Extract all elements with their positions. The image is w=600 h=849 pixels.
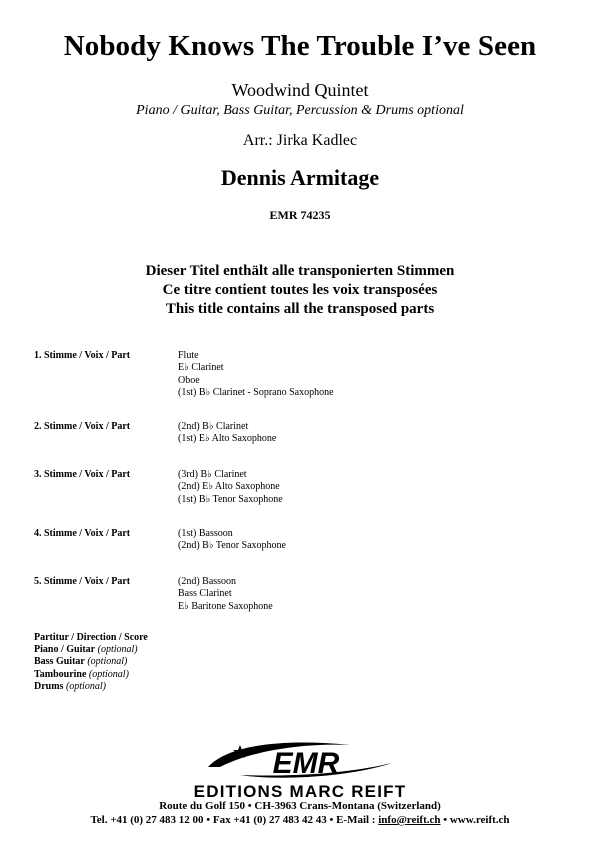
piece-title: Nobody Knows The Trouble I’ve Seen bbox=[63, 30, 537, 62]
publisher-address: Route du Golf 150 • CH-3963 Crans-Montana (Switzerland) bbox=[159, 800, 441, 812]
instrument-item: Flute bbox=[178, 350, 199, 361]
score-item bbox=[34, 632, 148, 644]
instrument-item: (3rd) B♭ Clarinet bbox=[178, 469, 247, 480]
score-item-note: (optional) bbox=[87, 656, 128, 668]
part-3-instruments bbox=[178, 469, 283, 506]
email-link[interactable]: info@reift.ch bbox=[378, 814, 441, 826]
instrument-item: (1st) E♭ Alto Saxophone bbox=[178, 433, 277, 445]
note-english: This title contains all the transposed parts bbox=[165, 301, 435, 317]
emr-logo bbox=[200, 737, 400, 783]
score-item-name: Bass Guitar bbox=[34, 656, 85, 668]
instrument-item: (2nd) Bassoon bbox=[178, 576, 237, 587]
part-3-label: 3. Stimme / Voix / Part bbox=[34, 469, 131, 480]
instrument-item: (1st) B♭ Clarinet - Soprano Saxophone bbox=[178, 386, 334, 398]
instrument-item: E♭ Baritone Saxophone bbox=[178, 600, 273, 612]
part-4-instruments bbox=[178, 528, 286, 553]
instrument-item: (2nd) B♭ Clarinet bbox=[178, 421, 249, 432]
part-5-label: 5. Stimme / Voix / Part bbox=[34, 576, 131, 587]
note-german: Dieser Titel enthält alle transponierten Stimmen bbox=[145, 263, 455, 279]
score-item bbox=[34, 644, 148, 656]
arranger-credit: Arr.: Jirka Kadlec bbox=[242, 132, 358, 149]
score-item-name: Drums bbox=[34, 680, 64, 692]
publisher-contact bbox=[0, 814, 600, 826]
instrument-item: (1st) Bassoon bbox=[178, 528, 233, 539]
instrument-item: Oboe bbox=[178, 374, 200, 386]
part-2-instruments bbox=[178, 421, 276, 446]
score-item-note: (optional) bbox=[97, 644, 138, 656]
instrument-item: (2nd) B♭ Tenor Saxophone bbox=[178, 540, 286, 552]
score-item bbox=[34, 656, 148, 668]
instrument-item: (1st) B♭ Tenor Saxophone bbox=[178, 493, 283, 505]
part-5-instruments bbox=[178, 576, 273, 613]
score-item-note: (optional) bbox=[65, 680, 106, 692]
score-item-name: Tambourine bbox=[34, 668, 87, 680]
score-item-note: (optional) bbox=[88, 668, 129, 680]
instrument-item: Bass Clarinet bbox=[178, 588, 232, 600]
composer-name: Dennis Armitage bbox=[220, 165, 380, 190]
score-item bbox=[34, 669, 148, 681]
optional-instrumentation: Piano / Guitar, Bass Guitar, Percussion & Drums optional bbox=[136, 103, 464, 118]
part-2-label: 2. Stimme / Voix / Part bbox=[34, 421, 131, 432]
part-1-instruments bbox=[178, 350, 334, 399]
score-item bbox=[34, 681, 148, 693]
score-and-optional-parts bbox=[34, 632, 148, 693]
instrument-item: (2nd) E♭ Alto Saxophone bbox=[178, 481, 280, 493]
score-item-name: Piano / Guitar bbox=[34, 644, 96, 656]
instrument-name: ♭ Clarinet bbox=[184, 362, 224, 374]
catalog-number: EMR 74235 bbox=[269, 208, 331, 222]
ensemble-subtitle: Woodwind Quintet bbox=[231, 80, 369, 100]
publisher-name: EDITIONS MARC REIFT bbox=[193, 782, 407, 801]
logo-text: EMR bbox=[272, 747, 340, 780]
instrument-item bbox=[178, 362, 334, 374]
instrument-prefix: E bbox=[178, 362, 185, 374]
website-link[interactable]: • www.reift.ch bbox=[440, 814, 510, 826]
score-item-name: Partitur / Direction / Score bbox=[34, 632, 148, 643]
contact-phone-fax: Tel. +41 (0) 27 483 12 00 • Fax +41 (0) 27 483 42 43 • E-Mail : bbox=[90, 814, 379, 826]
transposition-notes bbox=[0, 262, 600, 319]
note-french: Ce titre contient toutes les voix transposées bbox=[162, 282, 438, 298]
part-4-label: 4. Stimme / Voix / Part bbox=[34, 528, 131, 539]
part-1-label: 1. Stimme / Voix / Part bbox=[34, 350, 131, 361]
